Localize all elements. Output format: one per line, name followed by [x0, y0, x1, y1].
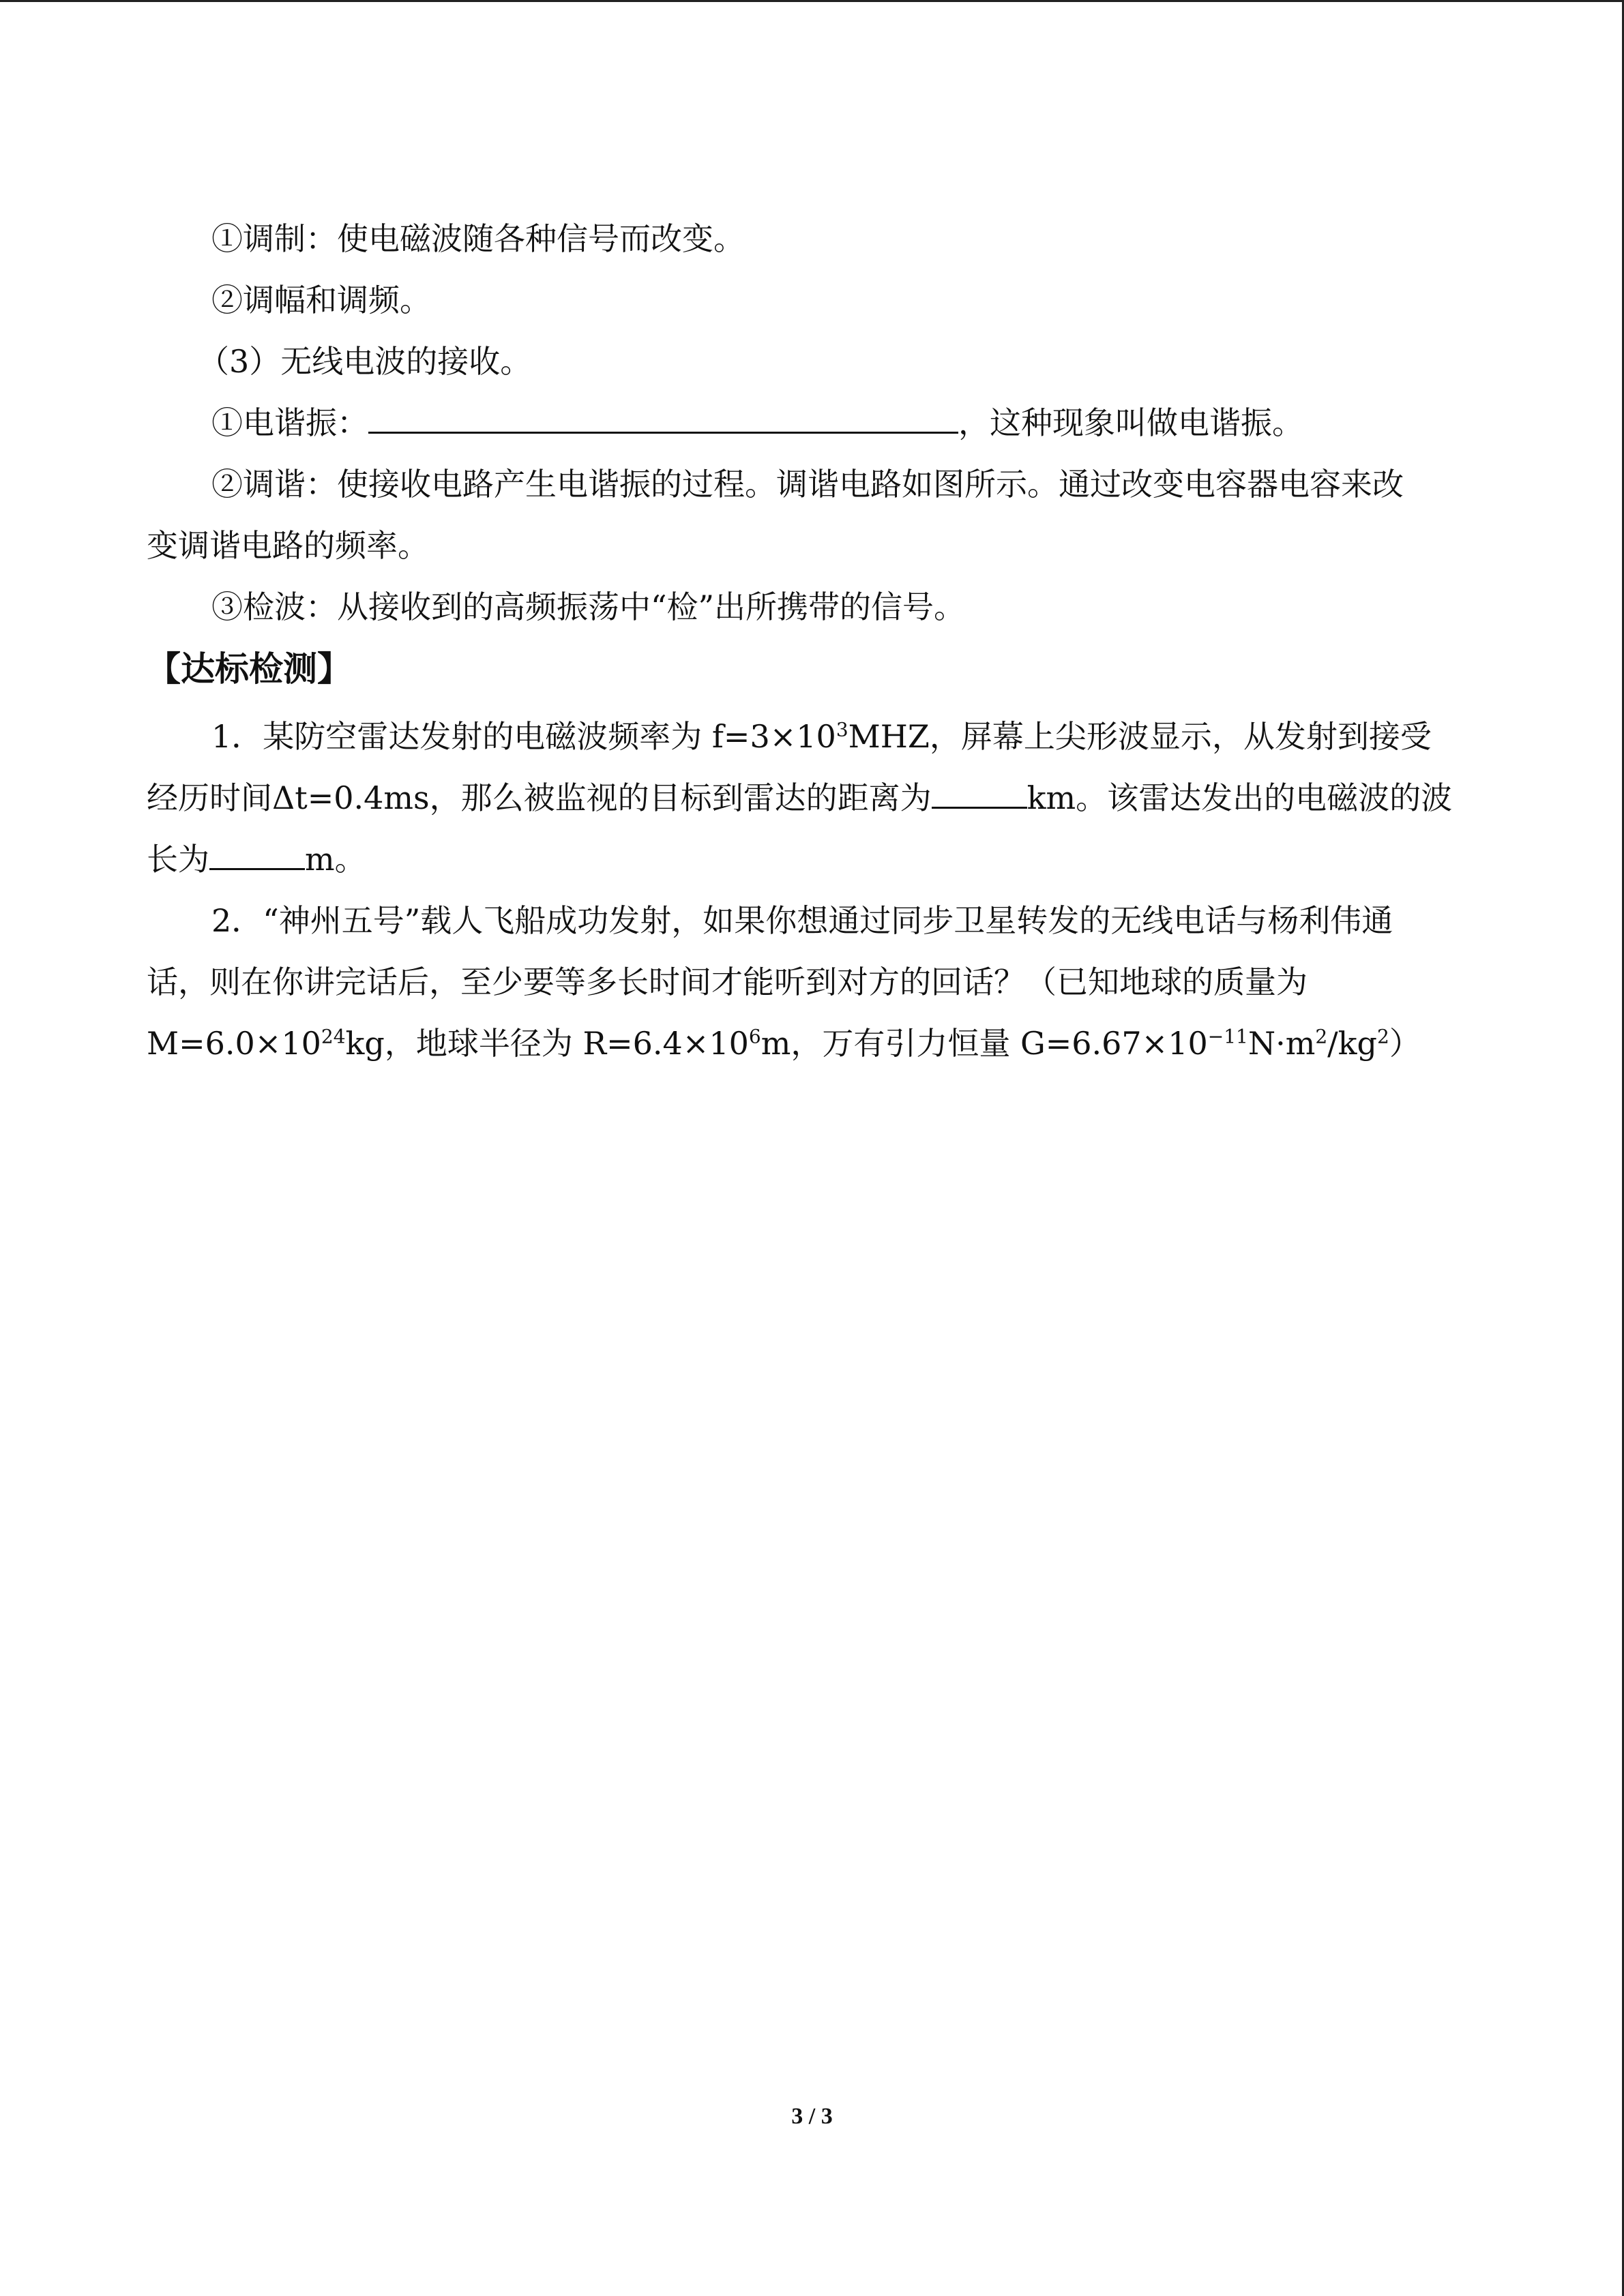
q2-unit-m-exponent: 2 — [1315, 1025, 1328, 1048]
question-2-line3 — [147, 1013, 1456, 1074]
resonance-prefix: ①电谐振： — [211, 404, 368, 441]
q1-line2-b: km。该雷达发出的电磁波的波 — [1027, 779, 1453, 816]
paragraph-resonance — [147, 392, 1456, 453]
q1-line3-a: 长为 — [147, 841, 209, 878]
page-number: 3 / 3 — [791, 2104, 833, 2129]
q2-mass-exponent: 24 — [321, 1025, 346, 1048]
paragraph-reception-heading: （3）无线电波的接收。 — [198, 343, 532, 380]
paragraph-tuning-line2: 变调谐电路的频率。 — [147, 527, 429, 564]
paragraph-tuning-line1: ②调谐：使接收电路产生电谐振的过程。调谐电路如图所示。通过改变电容器电容来改 — [211, 466, 1404, 503]
q2-unit-kg: /kg — [1327, 1025, 1377, 1062]
q2-unit-kg-exponent: 2 — [1376, 1025, 1389, 1048]
distance-answer-blank[interactable] — [932, 771, 1027, 809]
q2-radius-exponent: 6 — [748, 1025, 761, 1048]
paragraph-modulation: ①调制：使电磁波随各种信号而改变。 — [211, 220, 745, 257]
q1-line3-b: m。 — [305, 841, 366, 878]
q1-text-b: MHZ，屏幕上尖形波显示，从发射到接受 — [848, 718, 1432, 755]
question-1-line3 — [147, 829, 1456, 890]
q1-exponent: 3 — [836, 718, 848, 741]
section-title: 【达标检测】 — [147, 649, 351, 689]
question-1-line1 — [147, 706, 1456, 767]
q2-close-paren: ） — [1389, 1025, 1421, 1062]
q2-radius-text: kg，地球半径为 R=6.4×10 — [345, 1025, 749, 1062]
question-1-line2 — [147, 767, 1456, 829]
q2-g-exponent: −11 — [1207, 1025, 1248, 1048]
q2-unit-n-m: N·m — [1247, 1025, 1316, 1062]
question-2-line1: 2．“神州五号”载人飞船成功发射，如果你想通过同步卫星转发的无线电话与杨利伟通 — [211, 902, 1393, 939]
document-body — [147, 208, 1456, 1074]
paragraph-detection: ③检波：从接收到的高频振荡中“检”出所携带的信号。 — [211, 588, 966, 625]
wavelength-answer-blank[interactable] — [209, 833, 305, 870]
resonance-answer-blank[interactable] — [368, 396, 958, 434]
q1-text-a: 1．某防空雷达发射的电磁波频率为 f=3×10 — [211, 718, 836, 755]
page-border-top — [0, 0, 1624, 2]
question-2-line2: 话，则在你讲完话后，至少要等多长时间才能听到对方的回话？（已知地球的质量为 — [147, 964, 1308, 1000]
resonance-suffix: ，这种现象叫做电谐振。 — [958, 404, 1303, 441]
q2-mass-text: M=6.0×10 — [147, 1025, 321, 1062]
q2-g-text: m，万有引力恒量 G=6.67×10 — [761, 1025, 1208, 1062]
q1-line2-a: 经历时间Δt=0.4ms，那么被监视的目标到雷达的距离为 — [147, 779, 932, 816]
paragraph-am-fm: ②调幅和调频。 — [211, 282, 431, 318]
